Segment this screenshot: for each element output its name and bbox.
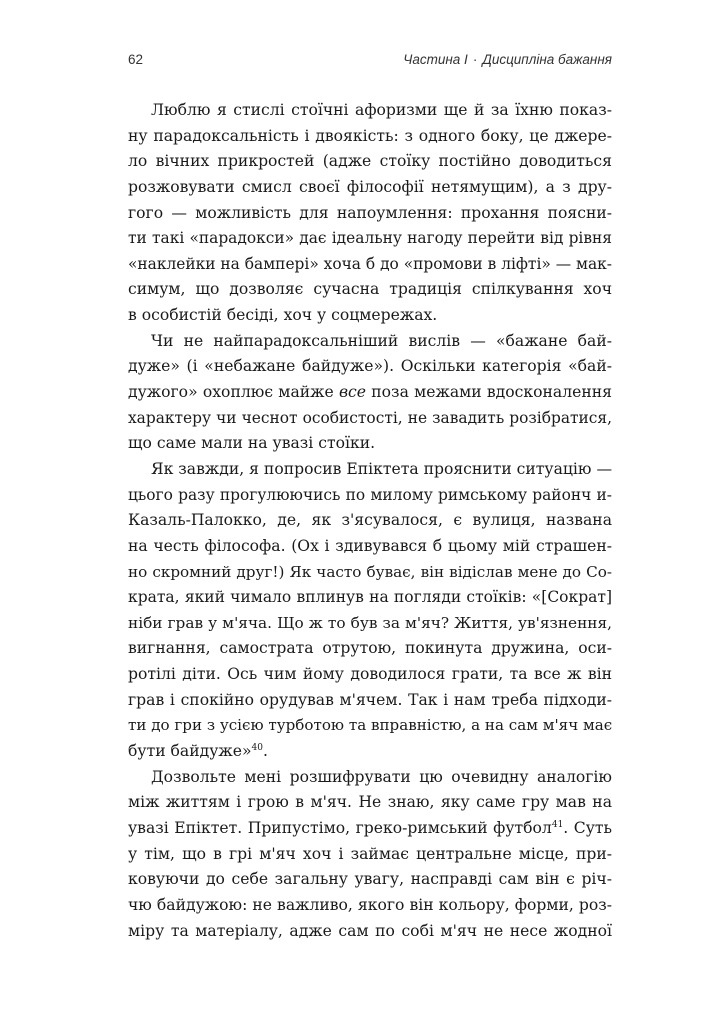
text-line: [128, 431, 612, 457]
page-header: [128, 52, 612, 72]
text-line: [128, 201, 612, 227]
line-text-tail: .: [262, 742, 268, 761]
line-text: що саме мали на увазі стоїки.: [128, 434, 376, 453]
text-line: [128, 585, 612, 611]
text-line: [128, 98, 612, 124]
text-line: [128, 560, 612, 586]
text-line: [128, 406, 612, 432]
line-text: ковуючи до себе загальну увагу, насправді сам він є річ-: [128, 870, 612, 889]
text-line: [128, 765, 612, 791]
running-head-separator: ·: [472, 52, 478, 67]
text-line: [128, 893, 612, 919]
text-line: [128, 277, 612, 303]
line-text: розжовувати смисл своєї філософії нетямущим), а з дру-: [128, 177, 612, 196]
line-text: в особистій бесіді, хоч у соцмережах.: [128, 306, 438, 325]
text-line: [128, 790, 612, 816]
line-text: ну парадоксальність і двоякість: з одного боку, це джере-: [128, 126, 612, 145]
line-text: гого — можливість для напоумлення: прохання поясни-: [128, 203, 612, 222]
chapter-title: Дисципліна бажання: [482, 52, 612, 67]
text-line: [128, 713, 612, 739]
footnote-ref: 41: [551, 819, 564, 830]
line-text: ло вічних прикростей (адже стоїку постійно доводиться: [128, 152, 612, 171]
text-line: [128, 457, 612, 483]
running-head: [403, 52, 612, 67]
text-line: [128, 149, 612, 175]
text-line: [128, 175, 612, 201]
line-text: чю байдужою: не важливо, якого він кольору, форми, роз-: [128, 895, 612, 914]
text-line: [128, 329, 612, 355]
line-text: характеру чи чеснот особистості, не завадить розібратися,: [128, 408, 612, 427]
line-text: цього разу прогулюючись по милому римському районч и-: [128, 485, 612, 504]
line-text: симум, що дозволяє сучасна традиція спілкування хоч: [128, 280, 612, 299]
line-text: міру та матеріалу, адже сам по собі м'яч не несе жодної: [128, 921, 612, 940]
line-text: Дозвольте мені розшифрувати цю очевидну аналогію: [151, 767, 612, 786]
text-line: [128, 252, 612, 278]
text-line: [128, 303, 612, 329]
line-text: вигнання, самострата отрутою, покинута дружина, оси-: [128, 639, 612, 658]
text-line: [128, 124, 612, 150]
line-text: увазі Епіктет. Припустімо, греко-римський футбол: [128, 818, 552, 837]
text-line: [128, 354, 612, 380]
text-line: [128, 534, 612, 560]
text-line: [128, 226, 612, 252]
emphasis: все: [338, 383, 367, 402]
body-text: [128, 98, 612, 944]
text-line: [128, 508, 612, 534]
line-text: ротілі діти. Ось чим йому доводилося грати, та все ж він: [128, 665, 612, 684]
line-text: ти такі «парадокси» дає ідеальну нагоду перейти від рівня: [128, 229, 612, 248]
line-text: ніби грав у м'яча. Що ж то був за м'яч? Життя, ув'язнення,: [128, 613, 612, 632]
text-line: [128, 867, 612, 893]
line-text-tail: поза межами вдосконалення: [366, 383, 612, 402]
line-text: но скромний друг!) Як часто буває, він відіслав мене до Со-: [128, 562, 612, 581]
text-line: [128, 611, 612, 637]
text-line: [128, 688, 612, 714]
line-text-tail: . Суть: [563, 818, 612, 837]
footnote-ref: 40: [251, 742, 263, 753]
line-text: дужого» охоплює майже: [128, 383, 339, 402]
line-text: на честь філософа. (Ох і здивувався б цьому мій страшен-: [128, 536, 612, 555]
line-text: «наклейки на бампері» хоча б до «промови в ліфті» — мак-: [128, 254, 612, 273]
line-text: дуже» (і «небажане байдуже»). Оскільки категорія «бай-: [128, 357, 612, 376]
text-line: [128, 919, 612, 945]
text-line: [128, 483, 612, 509]
text-line: [128, 842, 612, 868]
page-number: 62: [128, 52, 144, 67]
text-line: [128, 816, 612, 842]
part-title: Частина I: [403, 52, 468, 67]
line-text: бути байдуже»: [128, 742, 252, 761]
text-line: [128, 662, 612, 688]
text-line: [128, 739, 612, 765]
line-text: Люблю я стислі стоїчні афоризми ще й за їхню показ-: [151, 101, 612, 119]
line-text: Казаль-Палокко, де, як з'ясувалося, є вулиця, названа: [128, 511, 612, 530]
line-text: Чи не найпарадоксальніший вислів — «бажане бай-: [151, 331, 612, 350]
text-line: [128, 380, 612, 406]
line-text: ти до гри з усією турботою та вправністю, а на сам м'яч має: [128, 716, 613, 735]
line-text: між життям і грою в м'яч. Не знаю, яку саме гру мав на: [128, 793, 612, 812]
text-line: [128, 636, 612, 662]
line-text: грав і спокійно орудував м'ячем. Так і нам треба підходи-: [128, 690, 612, 709]
line-text: крата, який чимало вплинув на погляди стоїків: «[Сократ]: [128, 588, 612, 607]
line-text: у тім, що в грі м'яч хоч і займає центральне місце, при-: [128, 844, 612, 863]
line-text: Як завжди, я попросив Епіктета прояснити ситуацію —: [151, 459, 613, 478]
